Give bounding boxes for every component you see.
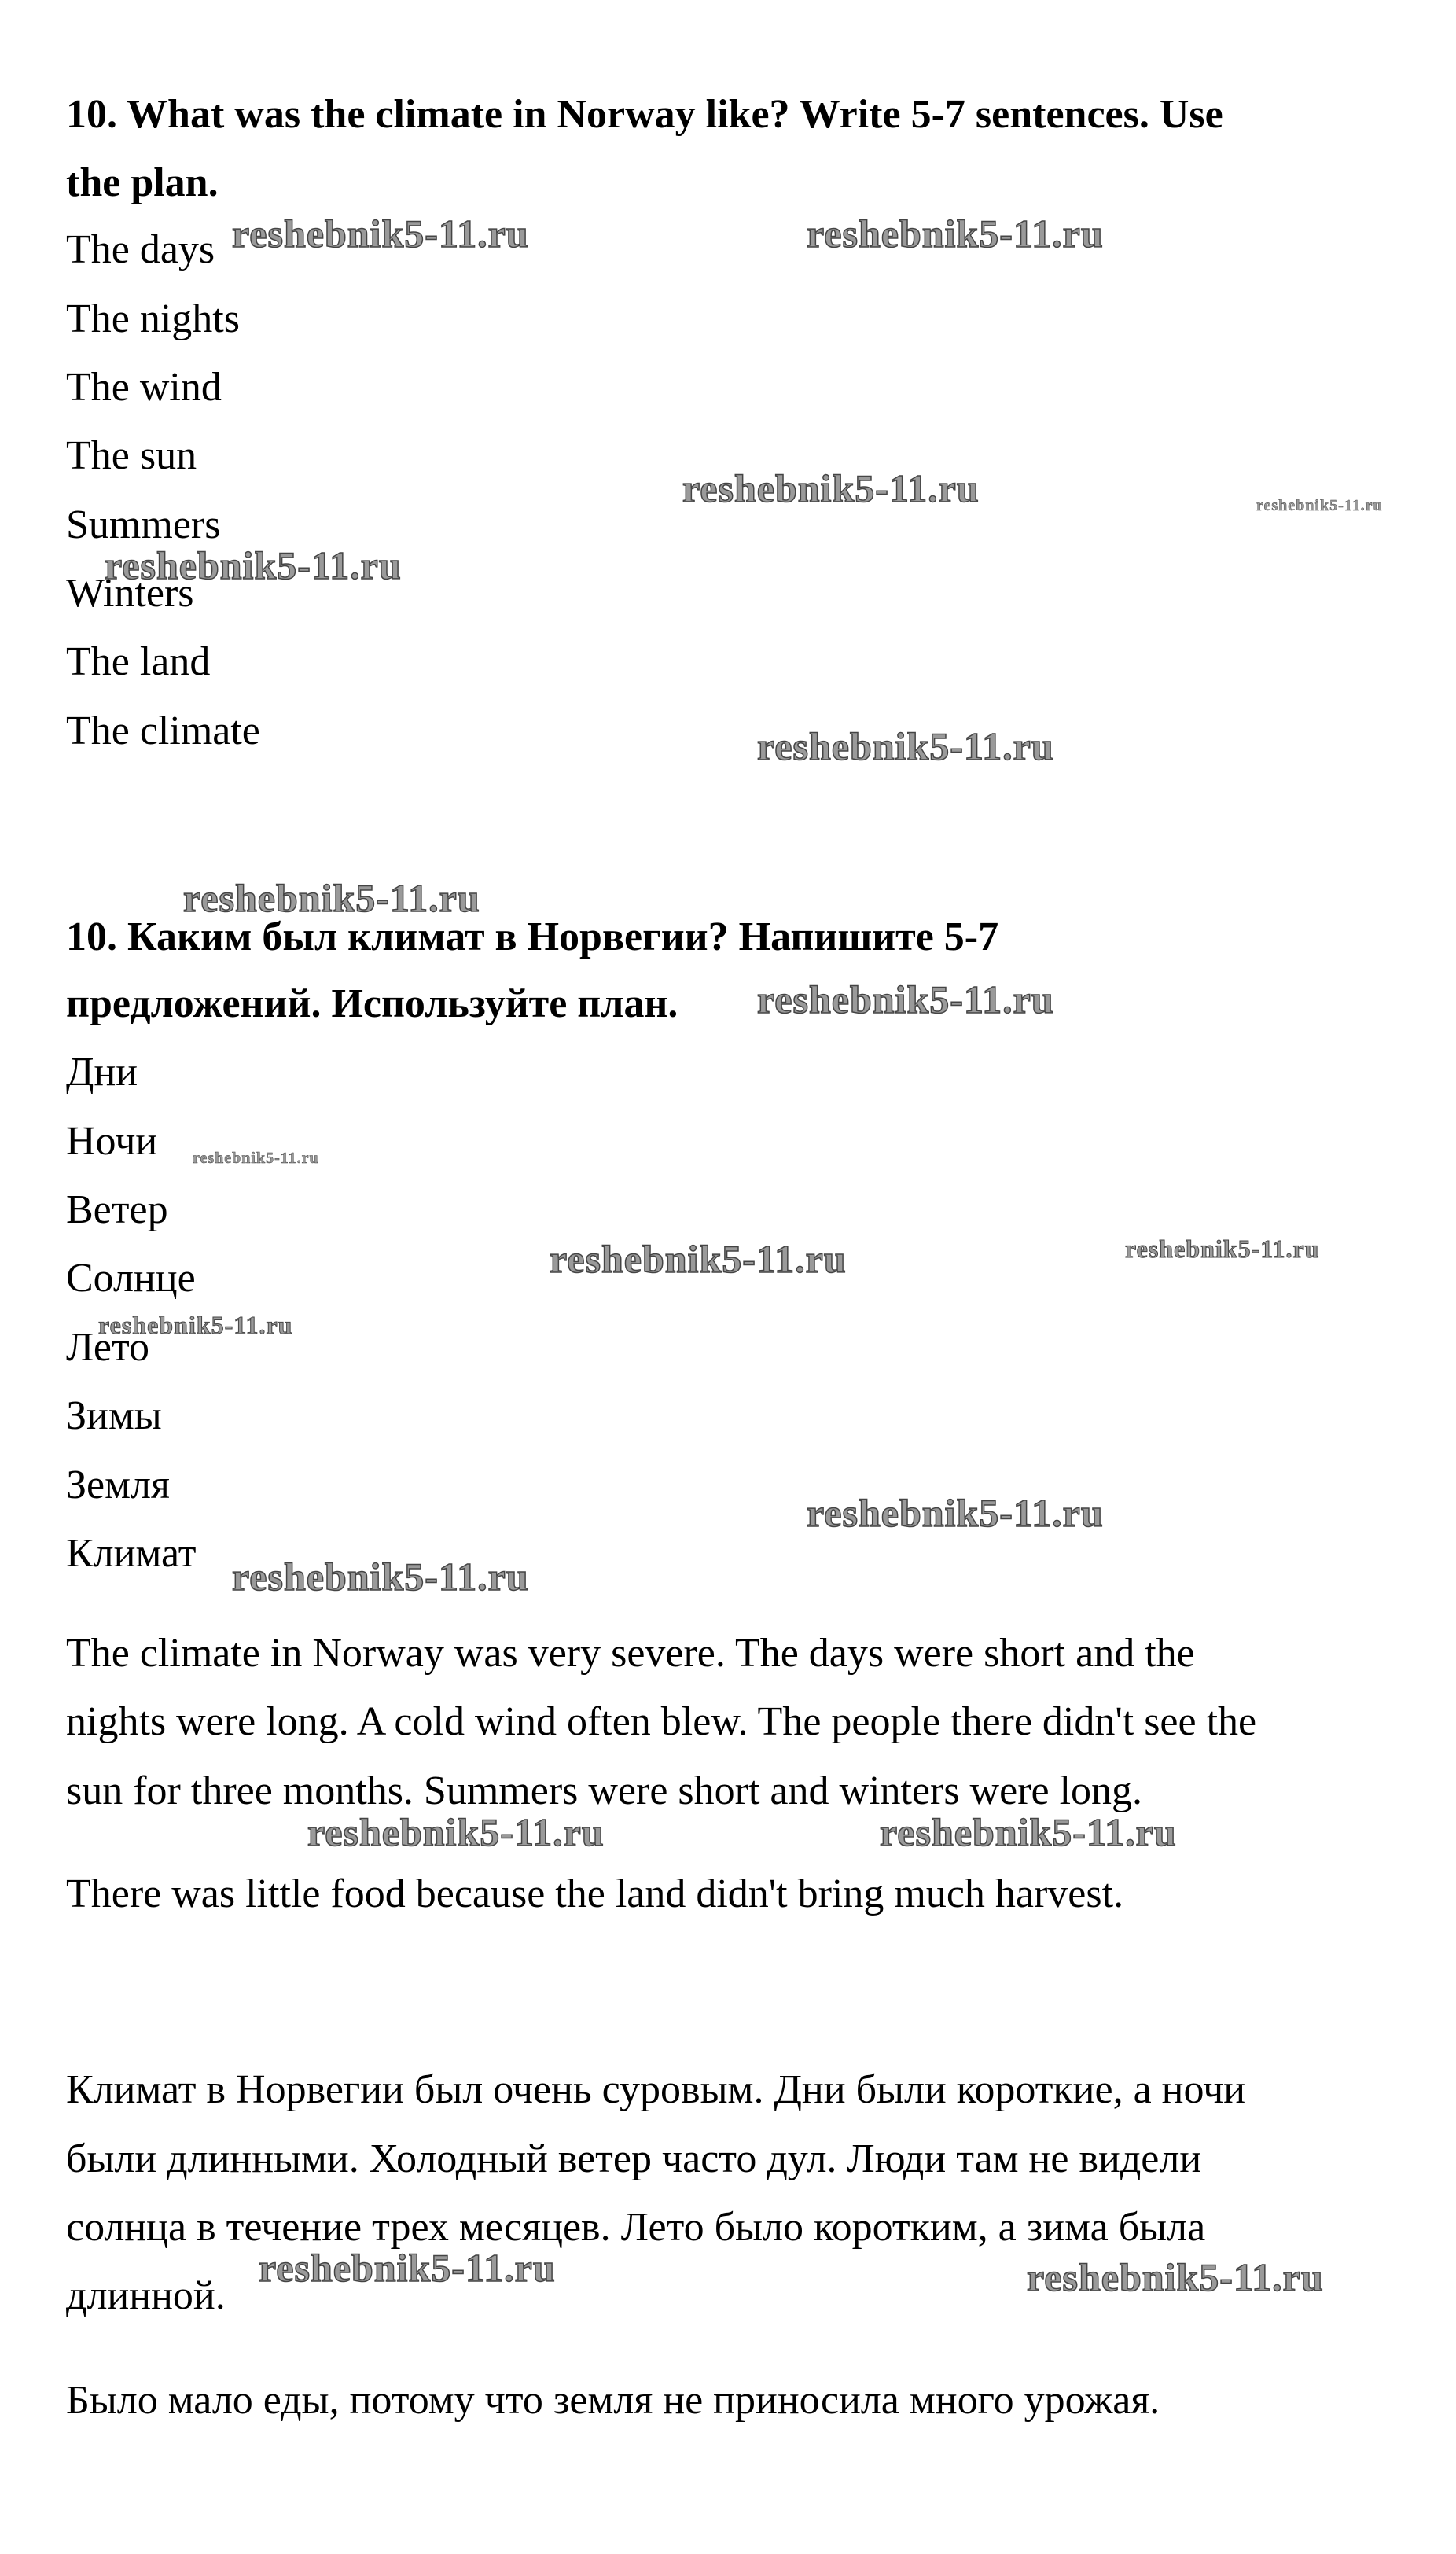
watermark: reshebnik5-11.ru xyxy=(807,1491,1104,1535)
watermark: reshebnik5-11.ru xyxy=(880,1810,1177,1854)
watermark: reshebnik5-11.ru xyxy=(232,212,529,256)
plan-item: Дни xyxy=(66,1050,138,1095)
watermark: reshebnik5-11.ru xyxy=(1256,497,1383,514)
exercise-heading-ru: предложений. Используйте план. xyxy=(66,981,678,1026)
answer-line: Было мало еды, потому что земля не приносила много урожая. xyxy=(66,2378,1160,2423)
watermark: reshebnik5-11.ru xyxy=(1027,2255,1324,2299)
plan-item: Winters xyxy=(66,571,194,616)
watermark: reshebnik5-11.ru xyxy=(232,1555,529,1599)
answer-line: длинной. xyxy=(66,2273,226,2318)
watermark: reshebnik5-11.ru xyxy=(98,1311,293,1339)
plan-item: Климат xyxy=(66,1531,197,1576)
watermark: reshebnik5-11.ru xyxy=(757,977,1054,1021)
watermark: reshebnik5-11.ru xyxy=(1125,1235,1320,1263)
answer-line: There was little food because the land didn't bring much harvest. xyxy=(66,1871,1124,1916)
plan-item: The nights xyxy=(66,296,240,341)
plan-item: Лето xyxy=(66,1325,150,1370)
watermark: reshebnik5-11.ru xyxy=(183,876,480,920)
watermark: reshebnik5-11.ru xyxy=(193,1150,319,1167)
answer-line: sun for three months. Summers were short and winters were long. xyxy=(66,1768,1143,1813)
plan-item: The land xyxy=(66,639,211,684)
plan-item: The climate xyxy=(66,708,260,753)
watermark: reshebnik5-11.ru xyxy=(259,2246,556,2290)
watermark: reshebnik5-11.ru xyxy=(550,1237,847,1281)
answer-line: nights were long. A cold wind often blew. The people there didn't see the xyxy=(66,1699,1257,1744)
plan-item: Зимы xyxy=(66,1393,162,1438)
watermark: reshebnik5-11.ru xyxy=(105,543,402,587)
plan-item: The days xyxy=(66,227,215,272)
plan-item: Ветер xyxy=(66,1187,168,1232)
plan-item: The wind xyxy=(66,365,222,410)
plan-item: Summers xyxy=(66,502,221,547)
plan-item: Ночи xyxy=(66,1119,158,1164)
plan-item: Солнце xyxy=(66,1256,196,1301)
answer-line: солнца в течение трех месяцев. Лето было коротким, а зима была xyxy=(66,2205,1206,2250)
plan-item: The sun xyxy=(66,433,197,478)
exercise-heading-en: the plan. xyxy=(66,160,219,205)
watermark: reshebnik5-11.ru xyxy=(757,724,1054,768)
plan-item: Земля xyxy=(66,1463,170,1507)
exercise-heading-en: 10. What was the climate in Norway like? Write 5-7 sentences. Use xyxy=(66,92,1223,137)
answer-line: Климат в Норвегии был очень суровым. Дни были короткие, а ночи xyxy=(66,2067,1246,2112)
watermark: reshebnik5-11.ru xyxy=(807,212,1104,256)
watermark: reshebnik5-11.ru xyxy=(682,466,980,510)
watermark: reshebnik5-11.ru xyxy=(307,1810,605,1854)
exercise-heading-ru: 10. Каким был климат в Норвегии? Напишите 5-7 xyxy=(66,915,999,959)
answer-line: были длинными. Холодный ветер часто дул. Люди там не видели xyxy=(66,2136,1202,2181)
answer-line: The climate in Norway was very severe. The days were short and the xyxy=(66,1631,1195,1676)
